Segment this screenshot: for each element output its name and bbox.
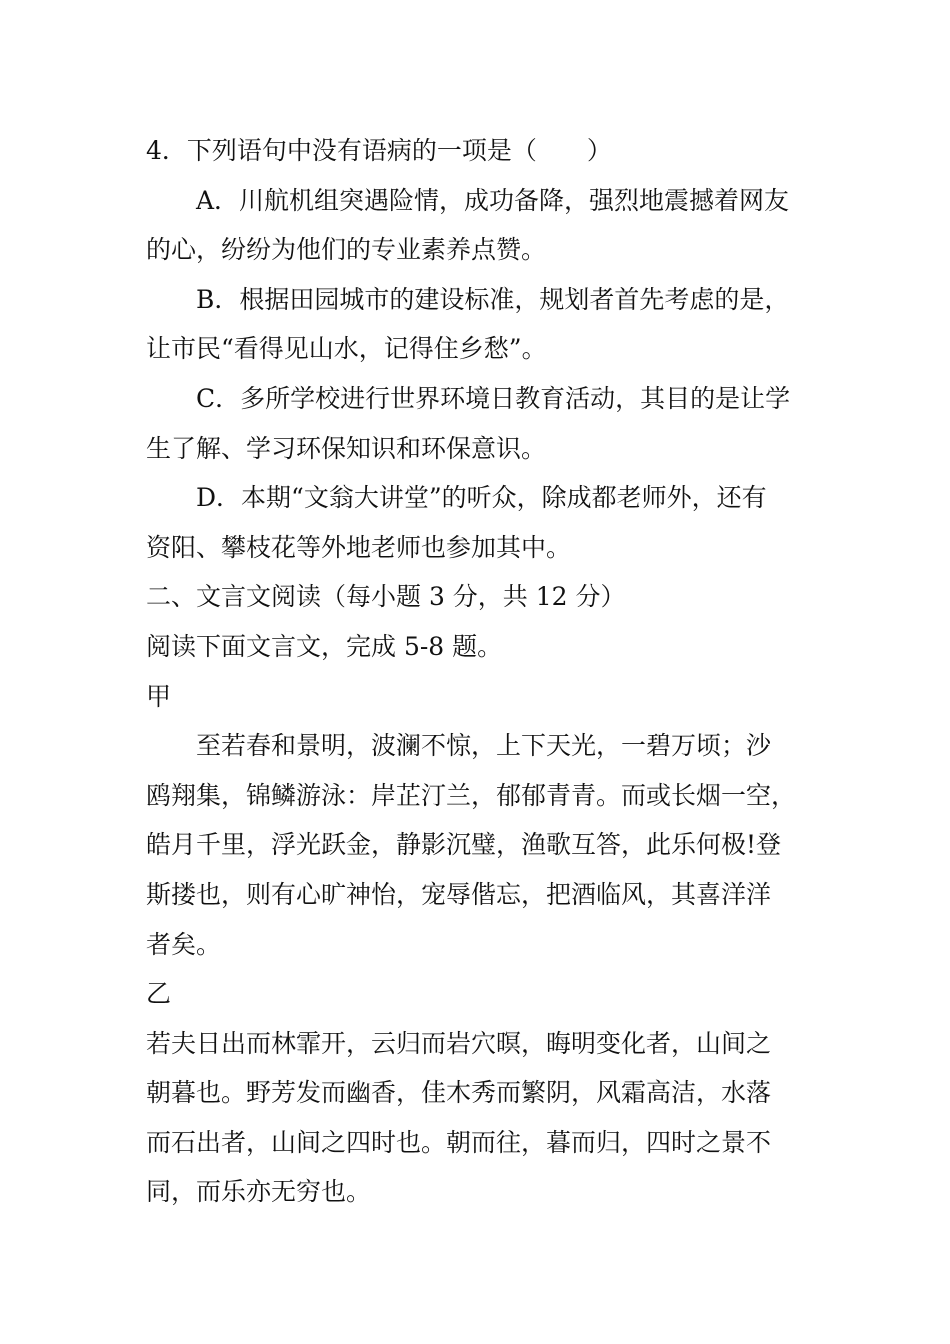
- option-c-line-2: 生了解、学习环保知识和环保意识。: [146, 433, 547, 463]
- passage-jia-line-3: 皓月千里，浮光跃金，静影沉璧，渔歌互答，此乐何极!登: [146, 830, 782, 860]
- option-c-line-1: C．多所学校进行世界环境日教育活动，其目的是让学: [196, 383, 791, 413]
- option-b-line-2: 让市民“看得见山水，记得住乡愁”。: [146, 334, 547, 364]
- option-b-line-1: B．根据田园城市的建设标准，规划者首先考虑的是，: [196, 284, 790, 314]
- section-2-heading: 二、文言文阅读（每小题 3 分，共 12 分）: [146, 582, 626, 612]
- passage-jia-line-5: 者矣。: [146, 929, 222, 959]
- passage-yi-line-4: 同，而乐亦无穷也。: [146, 1177, 372, 1207]
- question-4-stem: 4．下列语句中没有语病的一项是（ ）: [146, 136, 612, 165]
- passage-jia-line-4: 斯搂也，则有心旷神怡，宠辱偕忘，把酒临风，其喜洋洋: [146, 879, 772, 909]
- option-a-line-1: A．川航机组突遇险情，成功备降，强烈地震撼着网友: [196, 185, 790, 215]
- passage-yi-line-3: 而石出者，山间之四时也。朝而往，暮而归，四时之景不: [146, 1127, 772, 1157]
- option-d-line-2: 资阳、攀枝花等外地老师也参加其中。: [146, 532, 572, 562]
- option-d-line-1: D．本期“文翁大讲堂”的听众，除成都老师外，还有: [196, 483, 767, 513]
- passage-jia-label: 甲: [146, 681, 172, 711]
- passage-yi-line-2: 朝暮也。野芳发而幽香，佳木秀而繁阴，风霜高洁，水落: [146, 1078, 772, 1108]
- document-body: [146, 126, 806, 1217]
- passage-yi-label: 乙: [146, 979, 172, 1009]
- passage-jia-line-2: 鸥翔集，锦鳞游泳：岸芷汀兰，郁郁青青。而或长烟一空，: [146, 780, 797, 810]
- section-2-instruction: 阅读下面文言文，完成 5-8 题。: [146, 631, 503, 661]
- passage-jia-line-1: 至若春和景明，波澜不惊，上下天光，一碧万顷；沙: [196, 731, 772, 761]
- passage-yi-line-1: 若夫日出而林霏开，云归而岩穴暝，晦明变化者，山间之: [146, 1028, 772, 1058]
- option-a-line-2: 的心，纷纷为他们的专业素养点赞。: [146, 235, 547, 265]
